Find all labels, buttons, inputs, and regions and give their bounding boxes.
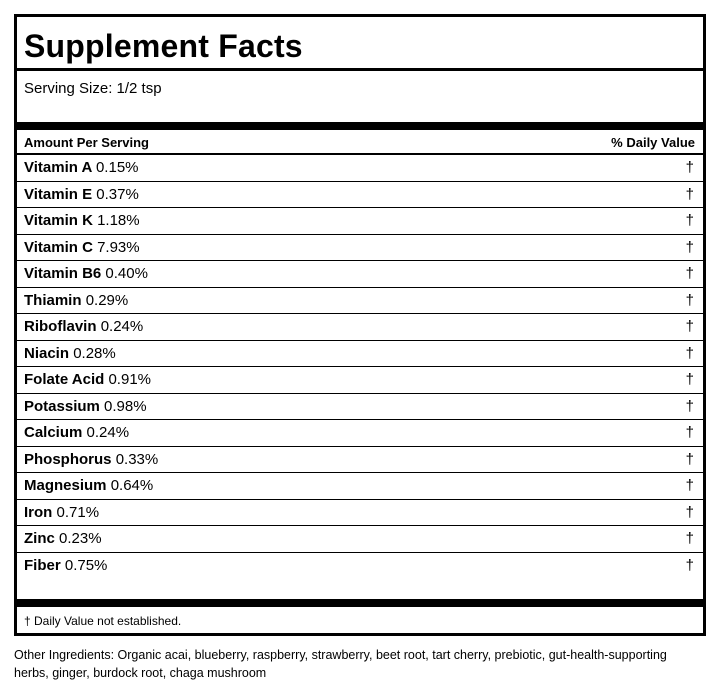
title-divider	[17, 68, 703, 71]
nutrient-amount: 0.24%	[86, 424, 130, 441]
nutrient-name	[24, 398, 147, 415]
daily-value-dagger: †	[685, 450, 694, 468]
panel-title: Supplement Facts	[24, 28, 303, 64]
nutrient-amount: 0.23%	[59, 530, 102, 547]
daily-value-dagger: †	[685, 503, 694, 521]
nutrient-label: Vitamin C	[24, 238, 93, 256]
nutrient-row	[17, 526, 703, 553]
amount-per-serving-label: Amount Per Serving	[24, 135, 149, 150]
nutrient-name	[24, 239, 140, 256]
nutrient-row	[17, 182, 703, 209]
daily-value-label: % Daily Value	[611, 135, 695, 150]
thick-divider-bottom	[17, 599, 703, 607]
nutrient-name	[24, 186, 139, 203]
amount-header-row	[17, 130, 703, 154]
nutrient-amount: 1.18%	[97, 212, 140, 229]
daily-value-dagger: †	[685, 291, 694, 309]
nutrient-name	[24, 477, 153, 494]
nutrient-name	[24, 292, 128, 309]
nutrient-label: Vitamin B6	[24, 265, 102, 282]
daily-value-dagger: †	[685, 424, 694, 441]
nutrient-label: Fiber	[24, 556, 61, 574]
nutrient-amount: 0.75%	[64, 556, 108, 574]
nutrient-name	[24, 212, 140, 229]
nutrient-name	[24, 504, 99, 521]
daily-value-dagger: †	[685, 371, 694, 388]
nutrient-row	[17, 447, 703, 474]
nutrient-row	[17, 341, 703, 368]
nutrient-name	[24, 530, 102, 547]
nutrient-amount: 0.91%	[108, 371, 152, 388]
daily-value-dagger: †	[685, 530, 694, 547]
nutrient-label: Calcium	[24, 424, 83, 441]
serving-size: Serving Size: 1/2 tsp	[24, 80, 162, 97]
daily-value-dagger: †	[685, 265, 694, 282]
nutrient-row	[17, 208, 703, 235]
nutrient-row	[17, 500, 703, 527]
nutrient-amount: 0.98%	[104, 397, 147, 415]
daily-value-footnote: † Daily Value not established.	[24, 614, 182, 628]
nutrient-row	[17, 235, 703, 262]
daily-value-dagger: †	[685, 159, 694, 176]
nutrient-name	[24, 424, 129, 441]
thick-divider-top	[17, 122, 703, 130]
nutrient-label: Folate Acid	[24, 371, 105, 388]
nutrient-amount: 0.64%	[110, 477, 154, 494]
nutrient-row	[17, 367, 703, 394]
nutrient-amount: 0.37%	[96, 185, 139, 203]
nutrient-row	[17, 288, 703, 315]
nutrient-name	[24, 318, 143, 335]
nutrient-label: Iron	[24, 503, 53, 521]
nutrient-label: Thiamin	[24, 291, 82, 309]
daily-value-dagger: †	[685, 344, 694, 362]
nutrient-name	[24, 371, 151, 388]
nutrient-amount: 0.24%	[100, 318, 144, 335]
nutrient-amount: 0.28%	[73, 344, 116, 362]
daily-value-dagger: †	[685, 238, 694, 256]
nutrient-name	[24, 265, 148, 282]
nutrient-name	[24, 159, 139, 176]
nutrient-row	[17, 473, 703, 500]
daily-value-dagger: †	[685, 556, 694, 574]
nutrient-amount: 0.29%	[85, 291, 129, 309]
nutrient-label: Potassium	[24, 397, 100, 415]
nutrient-list	[17, 155, 703, 578]
nutrient-amount: 0.33%	[115, 450, 159, 468]
daily-value-dagger: †	[685, 185, 694, 203]
nutrient-label: Vitamin K	[24, 212, 93, 229]
daily-value-dagger: †	[685, 318, 694, 335]
nutrient-row	[17, 155, 703, 182]
nutrient-name	[24, 451, 158, 468]
nutrient-row	[17, 261, 703, 288]
nutrient-row	[17, 314, 703, 341]
nutrient-amount: 0.15%	[95, 159, 139, 176]
nutrient-label: Riboflavin	[24, 318, 97, 335]
nutrient-name	[24, 345, 116, 362]
nutrient-label: Niacin	[24, 344, 70, 362]
nutrient-label: Vitamin E	[24, 185, 93, 203]
nutrient-label: Phosphorus	[24, 450, 112, 468]
nutrient-label: Magnesium	[24, 477, 107, 494]
nutrient-name	[24, 557, 107, 574]
daily-value-dagger: †	[685, 477, 694, 494]
nutrient-row	[17, 394, 703, 421]
nutrient-amount: 0.71%	[56, 503, 100, 521]
daily-value-dagger: †	[685, 397, 694, 415]
nutrient-row	[17, 420, 703, 447]
daily-value-dagger: †	[685, 212, 694, 229]
nutrient-row	[17, 553, 703, 579]
supplement-facts-panel	[14, 14, 706, 636]
other-ingredients: Other Ingredients: Organic acai, blueberry, raspberry, strawberry, beet root, tart cherry, prebiotic, gut-health-supporting herbs, ginger, burdock root, chaga mushroom	[14, 648, 667, 680]
nutrient-label: Vitamin A	[24, 159, 92, 176]
nutrient-amount: 7.93%	[97, 238, 140, 256]
nutrient-label: Zinc	[24, 530, 55, 547]
nutrient-amount: 0.40%	[105, 265, 148, 282]
